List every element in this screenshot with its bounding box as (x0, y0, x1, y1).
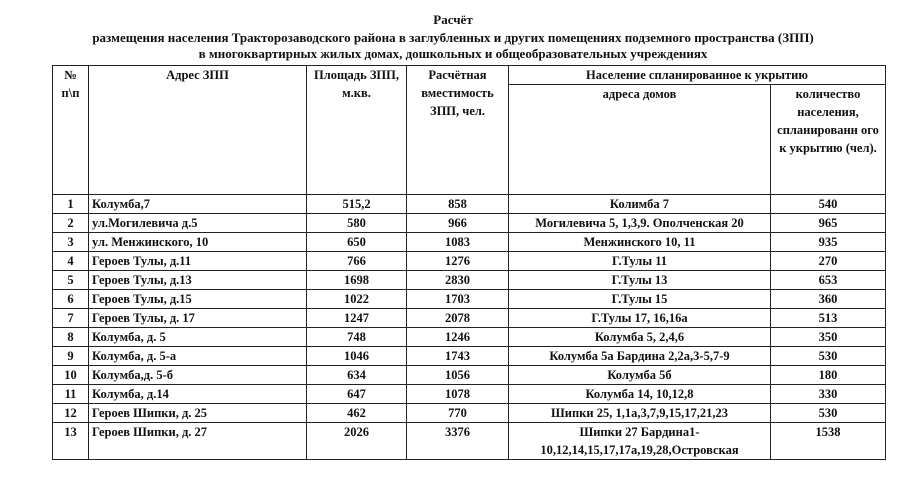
header-capacity: Расчётная вместимость ЗПП, чел. (407, 66, 509, 195)
row-number: 10 (53, 366, 89, 385)
row-number: 12 (53, 404, 89, 423)
shelter-area: 647 (307, 385, 407, 404)
shelter-address: Колумба, д. 5 (89, 328, 307, 347)
row-number: 11 (53, 385, 89, 404)
house-addresses: Г.Тулы 17, 16,16а (509, 309, 771, 328)
shelter-table (52, 65, 886, 460)
shelter-capacity: 3376 (407, 423, 509, 460)
population-count: 350 (771, 328, 886, 347)
house-addresses: Г.Тулы 13 (509, 271, 771, 290)
population-count: 935 (771, 233, 886, 252)
shelter-address: Героев Шипки, д. 27 (89, 423, 307, 460)
shelter-address: Героев Тулы, д.15 (89, 290, 307, 309)
house-addresses: Г.Тулы 11 (509, 252, 771, 271)
table-row (53, 290, 886, 309)
shelter-area: 515,2 (307, 195, 407, 214)
header-count: количество населения, спланированн ого к укрытию (чел). (771, 85, 886, 195)
shelter-address: Героев Тулы, д.11 (89, 252, 307, 271)
shelter-capacity: 2830 (407, 271, 509, 290)
shelter-area: 1022 (307, 290, 407, 309)
table-row (53, 214, 886, 233)
shelter-address: Колумба,д. 5-б (89, 366, 307, 385)
population-count: 540 (771, 195, 886, 214)
shelter-address: Героев Тулы, д. 17 (89, 309, 307, 328)
row-number: 7 (53, 309, 89, 328)
population-count: 530 (771, 347, 886, 366)
shelter-capacity: 858 (407, 195, 509, 214)
row-number: 8 (53, 328, 89, 347)
shelter-capacity: 1056 (407, 366, 509, 385)
shelter-address: Колумба,7 (89, 195, 307, 214)
shelter-area: 650 (307, 233, 407, 252)
table-row (53, 385, 886, 404)
shelter-capacity: 1083 (407, 233, 509, 252)
row-number: 3 (53, 233, 89, 252)
document-subtitle: размещения населения Тракторозаводского района в заглубленных и других помещениях подземного пространства (ЗПП) (92, 30, 814, 45)
row-number: 2 (53, 214, 89, 233)
shelter-area: 1046 (307, 347, 407, 366)
table-row (53, 233, 886, 252)
shelter-capacity: 1078 (407, 385, 509, 404)
header-houses: адреса домов (509, 85, 771, 195)
population-count: 270 (771, 252, 886, 271)
population-count: 653 (771, 271, 886, 290)
row-number: 6 (53, 290, 89, 309)
table-row (53, 252, 886, 271)
table-row (53, 366, 886, 385)
shelter-address: ул.Могилевича д.5 (89, 214, 307, 233)
shelter-area: 766 (307, 252, 407, 271)
header-num: № п\п (53, 66, 89, 195)
row-number: 1 (53, 195, 89, 214)
shelter-address: Героев Тулы, д.13 (89, 271, 307, 290)
shelter-capacity: 1276 (407, 252, 509, 271)
shelter-area: 634 (307, 366, 407, 385)
header-population: Население спланированное к укрытию (509, 66, 886, 85)
shelter-area: 580 (307, 214, 407, 233)
house-addresses: Колумба 14, 10,12,8 (509, 385, 771, 404)
house-addresses: Менжинского 10, 11 (509, 233, 771, 252)
header-address: Адрес ЗПП (89, 66, 307, 195)
shelter-area: 2026 (307, 423, 407, 460)
shelter-capacity: 1246 (407, 328, 509, 347)
shelter-address: Колумба, д.14 (89, 385, 307, 404)
table-row (53, 195, 886, 214)
table-row (53, 347, 886, 366)
table-row (53, 271, 886, 290)
document-subtitle-2: в многоквартирных жилых домах, дошкольных и общеобразовательных учреждениях (198, 46, 708, 61)
population-count: 513 (771, 309, 886, 328)
population-count: 330 (771, 385, 886, 404)
shelter-capacity: 2078 (407, 309, 509, 328)
house-addresses: Колимба 7 (509, 195, 771, 214)
header-area: Площадь ЗПП, м.кв. (307, 66, 407, 195)
population-count: 360 (771, 290, 886, 309)
shelter-address: Героев Шипки, д. 25 (89, 404, 307, 423)
shelter-address: Колумба, д. 5-а (89, 347, 307, 366)
house-addresses: Колумба 5а Бардина 2,2а,3-5,7-9 (509, 347, 771, 366)
house-addresses: Шипки 27 Бардина1-10,12,14,15,17,17а,19,28,Островская (509, 423, 771, 460)
shelter-area: 462 (307, 404, 407, 423)
table-row (53, 404, 886, 423)
table-row (53, 328, 886, 347)
row-number: 5 (53, 271, 89, 290)
population-count: 530 (771, 404, 886, 423)
house-addresses: Шипки 25, 1,1а,3,7,9,15,17,21,23 (509, 404, 771, 423)
shelter-capacity: 770 (407, 404, 509, 423)
row-number: 13 (53, 423, 89, 460)
row-number: 4 (53, 252, 89, 271)
shelter-capacity: 966 (407, 214, 509, 233)
house-addresses: Могилевича 5, 1,3,9. Ополченская 20 (509, 214, 771, 233)
shelter-area: 1698 (307, 271, 407, 290)
table-row (53, 423, 886, 460)
row-number: 9 (53, 347, 89, 366)
house-addresses: Колумба 5б (509, 366, 771, 385)
house-addresses: Г.Тулы 15 (509, 290, 771, 309)
population-count: 180 (771, 366, 886, 385)
house-addresses: Колумба 5, 2,4,6 (509, 328, 771, 347)
shelter-area: 1247 (307, 309, 407, 328)
shelter-address: ул. Менжинского, 10 (89, 233, 307, 252)
document-title: Расчёт (433, 12, 473, 27)
population-count: 1538 (771, 423, 886, 460)
shelter-capacity: 1743 (407, 347, 509, 366)
shelter-capacity: 1703 (407, 290, 509, 309)
shelter-area: 748 (307, 328, 407, 347)
table-row (53, 309, 886, 328)
population-count: 965 (771, 214, 886, 233)
